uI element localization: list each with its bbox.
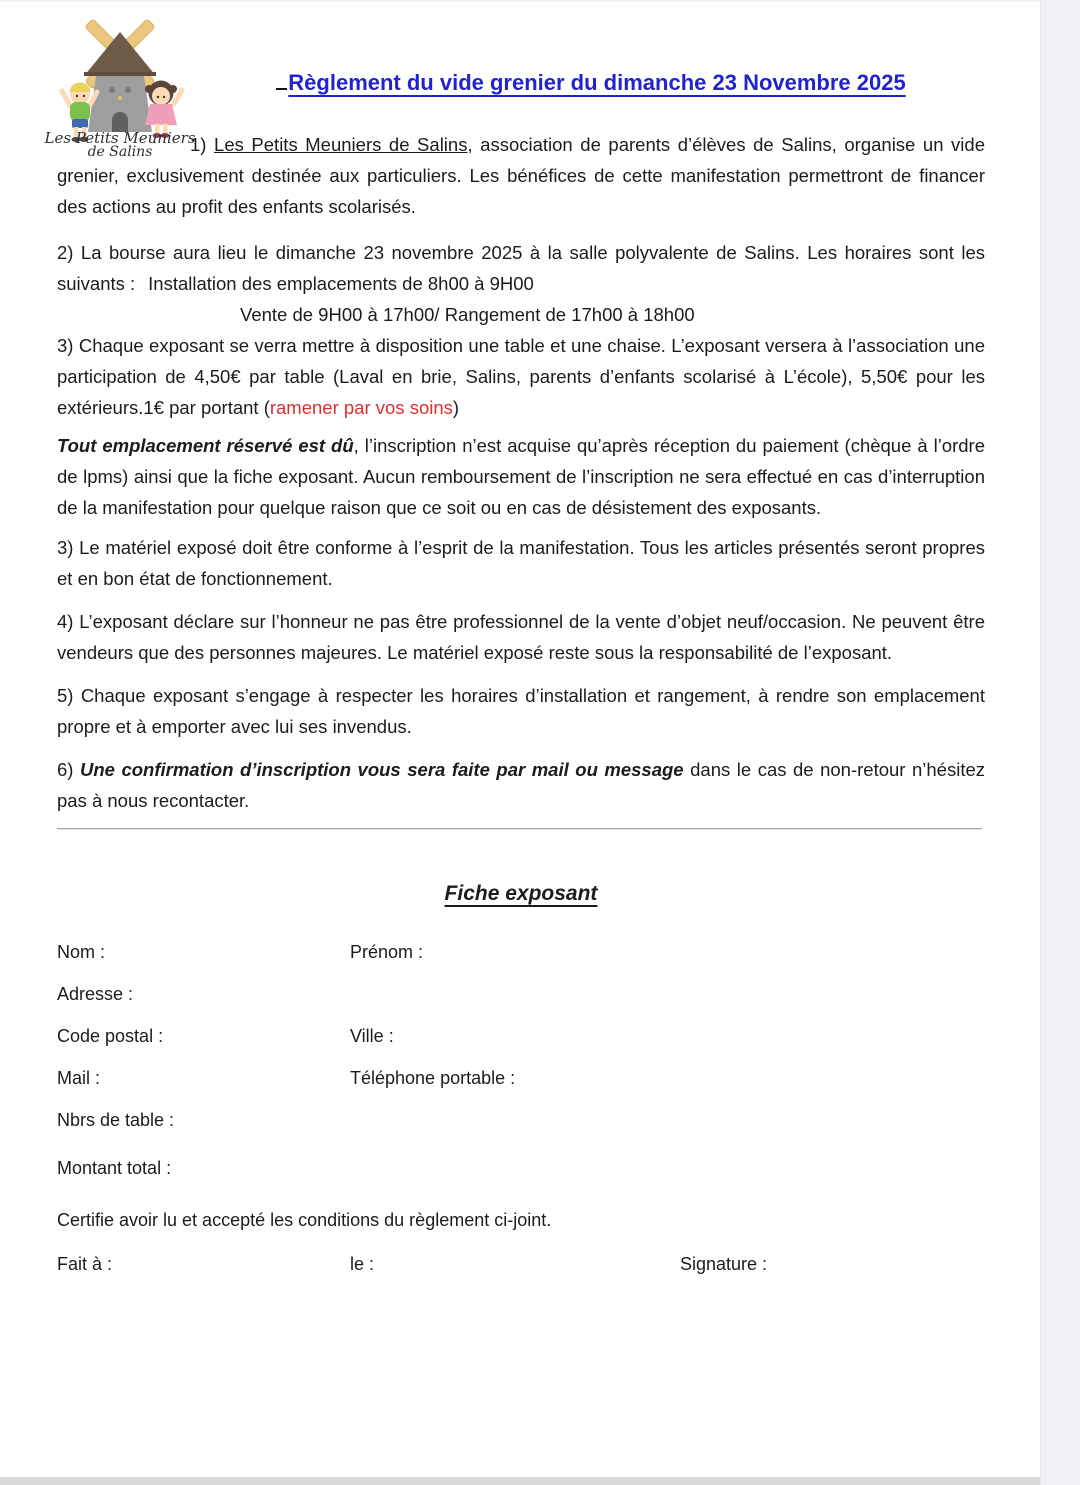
label-nom: Nom : [57,942,106,962]
confirmation-number: 6) [57,759,80,780]
tables-red-note: ramener par vos soins [269,397,453,418]
certify-statement: Certifie avoir lu et accepté les conditions du règlement ci-joint. [57,1210,552,1230]
form-row-city [57,1026,985,1050]
form-row-amount [57,1158,985,1182]
document-header [197,68,985,96]
label-montant-total: Montant total : [57,1158,172,1178]
confirmation-text: dans le cas de non-retour n’hésitez pas à nous recontacter. [57,759,986,811]
form-row-signature [57,1254,985,1278]
paragraph-tables [57,330,985,423]
label-nbrs-table: Nbrs de table : [57,1110,175,1130]
intro-number: 1) [190,134,215,155]
intro-text: , association de parents d’élèves de Salins, organise un vide grenier, exclusivement destinée aux particuliers. Les bénéfices de cette manifestation permettront de financer des actions au profit des enfants scolarisés. [57,134,985,217]
schedule-install-text: Installation des emplacements de 8h00 à 9H00 [148,273,534,294]
label-fait-a: Fait à : [57,1254,113,1274]
paragraph-payment [57,430,985,523]
label-code-postal: Code postal : [57,1026,164,1046]
association-logo [38,12,203,160]
label-prenom: Prénom : [350,942,424,962]
label-signature: Signature : [680,1254,768,1274]
logo-script-line1: Les Petits Meuniers [44,129,196,147]
logo-script-line2: de Salins [87,144,153,160]
confirmation-lead: Une confirmation d’inscription vous sera faite par mail ou message [79,759,684,780]
form-row-address [57,984,985,1008]
page-bottom-edge [0,1477,1040,1485]
payment-text: , l’inscription n’est acquise qu’après réception du paiement (chèque à l’ordre de lpms) ainsi que la fiche exposant. Aucun remboursement de l’inscription ne sera effectué en cas d’interruption de la manifestation pour quelque raison que ce soit ou en cas de désistement des exposants. [57,435,985,518]
paragraph-materiel: 3) Le matériel exposé doit être conforme à l’esprit de la manifestation. Tous les articles présentés seront propres et en bon état de fonctionnement. [57,537,985,589]
schedule-hours-text: Vente de 9H00 à 17h00/ Rangement de 17h00 à 18h00 [240,304,695,325]
paragraph-schedule [57,237,985,330]
paragraph-horaires: 5) Chaque exposant s’engage à respecter les horaires d’installation et rangement, à rendre son emplacement propre et à emporter avec lui ses invendus. [57,685,985,737]
form-title: Fiche exposant [444,882,598,905]
title-underline-lead [276,68,287,90]
windmill-icon [84,19,156,132]
paragraph-confirmation [57,754,985,816]
form-row-tables [57,1110,985,1134]
page-title: Règlement du vide grenier du dimanche 23 Novembre 2025 [288,70,906,95]
payment-lead: Tout emplacement réservé est dû [57,435,354,456]
association-name: Les Petits Meuniers de Salins [214,134,468,155]
label-telephone: Téléphone portable : [350,1068,516,1088]
form-row-name [57,942,985,966]
tables-close-paren: ) [452,397,460,418]
paragraph-honneur: 4) L’exposant déclare sur l’honneur ne pas être professionnel de la vente d’objet neuf/occasion. Ne peuvent être vendeurs que des personnes majeures. Le matériel exposé reste sous la responsabilité de l’exposant. [57,611,985,663]
form-row-contact [57,1068,985,1092]
document-content [0,2,1040,1278]
label-le: le : [350,1254,375,1274]
label-mail: Mail : [57,1068,101,1088]
tables-text: 3) Chaque exposant se verra mettre à disposition une table et une chaise. L’exposant versera à l’association une participation de 4,50€ par table (Laval en brie, Salins, parents d’enfants scolarisé à L’école), 5,50€ pour les extérieurs.1€ par portant ( [57,335,985,418]
section-divider [57,828,982,830]
schedule-main-text: 2) La bourse aura lieu le dimanche 23 novembre 2025 à la salle polyvalente de Salins. Les horaires sont les suivants : [57,242,985,294]
viewer-gutter [1040,0,1080,1485]
label-adresse: Adresse : [57,984,134,1004]
label-ville: Ville : [350,1026,394,1046]
exhibitor-form [57,942,985,1278]
form-row-certify [57,1210,985,1234]
